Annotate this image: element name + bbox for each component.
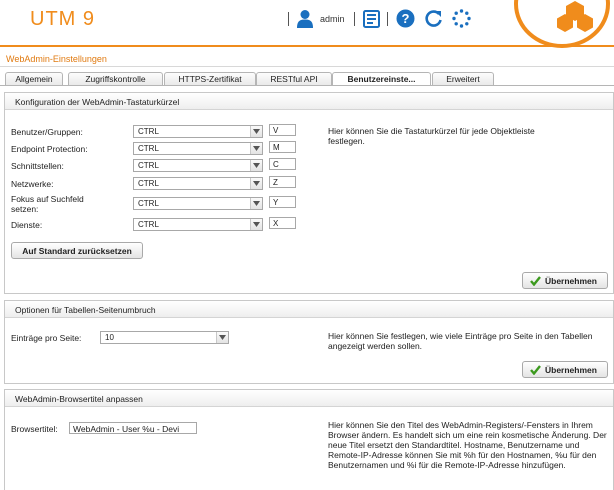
header-separator (354, 12, 355, 26)
header-separator (387, 12, 388, 26)
browser-title-panel (4, 389, 614, 490)
top-bar (0, 0, 614, 46)
tab-allgemein[interactable]: Allgemein (5, 72, 63, 85)
tabs-baseline (0, 85, 614, 86)
shortcut-key-input[interactable]: Y (269, 196, 296, 208)
tab-erweitert[interactable]: Erweitert (432, 72, 494, 85)
shortcut-modifier-select[interactable] (133, 159, 263, 172)
header-accent-line (0, 45, 614, 47)
panel-header (5, 301, 613, 318)
chevron-down-icon[interactable] (250, 143, 262, 154)
chevron-down-icon[interactable] (250, 178, 262, 189)
shortcut-label: Dienste: (11, 220, 43, 230)
shortcut-modifier-select[interactable] (133, 177, 263, 190)
apply-button[interactable] (522, 361, 608, 378)
select-value: CTRL (138, 179, 159, 188)
reset-defaults-button[interactable]: Auf Standard zurücksetzen (11, 242, 143, 259)
shortcut-modifier-select[interactable] (133, 125, 263, 138)
svg-text:?: ? (401, 11, 410, 26)
username[interactable]: admin (320, 14, 345, 24)
shortcut-label: Benutzer/Gruppen: (11, 127, 83, 137)
panel-title: Optionen für Tabellen-Seitenumbruch (15, 305, 156, 315)
brand-logo (555, 0, 595, 34)
shortcut-modifier-select[interactable] (133, 142, 263, 155)
panel-title: WebAdmin-Browsertitel anpassen (15, 394, 143, 404)
shortcut-label: Netzwerke: (11, 179, 54, 189)
shortcut-key-input[interactable]: Z (269, 176, 296, 188)
shortcut-label: Endpoint Protection: (11, 144, 88, 154)
panel-header (5, 390, 613, 407)
select-value: CTRL (138, 161, 159, 170)
reload-icon[interactable] (424, 9, 443, 28)
browser-title-label: Browsertitel: (11, 424, 58, 434)
tab-benutzereinstellungen[interactable]: Benutzereinste... (332, 72, 431, 86)
help-text: Hier können Sie festlegen, wie viele Einträge pro Seite in den Tabellen angezeigt werden sollen. (328, 331, 593, 351)
shortcut-key-input[interactable]: V (269, 124, 296, 136)
checkmark-icon (530, 276, 541, 286)
checkmark-icon (530, 365, 541, 375)
activity-icon[interactable] (452, 9, 471, 28)
panel-header (5, 93, 613, 110)
paging-panel (4, 300, 614, 384)
chevron-down-icon[interactable] (250, 160, 262, 171)
panel-title: Konfiguration der WebAdmin-Tastaturkürzel (15, 97, 180, 107)
shortcut-key-input[interactable]: M (269, 141, 296, 153)
shortcut-key-input[interactable]: C (269, 158, 296, 170)
apply-button-label: Übernehmen (545, 365, 597, 375)
chevron-down-icon[interactable] (250, 126, 262, 137)
select-value: CTRL (138, 144, 159, 153)
shortcut-key-input[interactable]: X (269, 217, 296, 229)
divider (0, 66, 614, 67)
user-icon[interactable] (296, 9, 314, 28)
shortcut-modifier-select[interactable] (133, 197, 263, 210)
shortcuts-panel (4, 92, 614, 294)
header-separator (288, 12, 289, 26)
tab-restful-api[interactable]: RESTful API (256, 72, 332, 85)
select-value: 10 (105, 333, 114, 342)
chevron-down-icon[interactable] (250, 219, 262, 230)
apply-button-label: Übernehmen (545, 276, 597, 286)
select-value: CTRL (138, 220, 159, 229)
clipboard-icon[interactable] (362, 9, 381, 28)
chevron-down-icon[interactable] (216, 332, 228, 343)
help-icon[interactable] (396, 9, 415, 28)
help-text: Hier können Sie den Titel des WebAdmin-Registers/-Fensters in Ihrem Browser ändern. Es handelt sich um eine rein kosmetische Änderung. Der neue Titel ersetzt den Standardtitel. Hostname, Benutzername und Remote-IP-Adresse können Sie mit %h für den Hostnamen, %u für den Benutzernamen und %i für die Remote-IP-Adresse hinzufügen. (328, 420, 607, 470)
shortcut-modifier-select[interactable] (133, 218, 263, 231)
entries-per-page-label: Einträge pro Seite: (11, 333, 82, 343)
page-title: WebAdmin-Einstellungen (6, 54, 107, 64)
shortcut-label: Fokus auf Suchfeld setzen: (11, 194, 84, 214)
help-text: Hier können Sie die Tastaturkürzel für jede Objektleiste festlegen. (328, 126, 535, 146)
select-value: CTRL (138, 127, 159, 136)
apply-button[interactable] (522, 272, 608, 289)
browser-title-input[interactable]: WebAdmin - User %u - Devi (69, 422, 197, 434)
shortcut-label: Schnittstellen: (11, 161, 64, 171)
app-logo: UTM 9 (30, 8, 95, 30)
entries-per-page-select[interactable] (100, 331, 229, 344)
select-value: CTRL (138, 199, 159, 208)
tab-https-zertifikat[interactable]: HTTPS-Zertifikat (164, 72, 256, 85)
chevron-down-icon[interactable] (250, 198, 262, 209)
tab-zugriffskontrolle[interactable]: Zugriffskontrolle (68, 72, 163, 85)
